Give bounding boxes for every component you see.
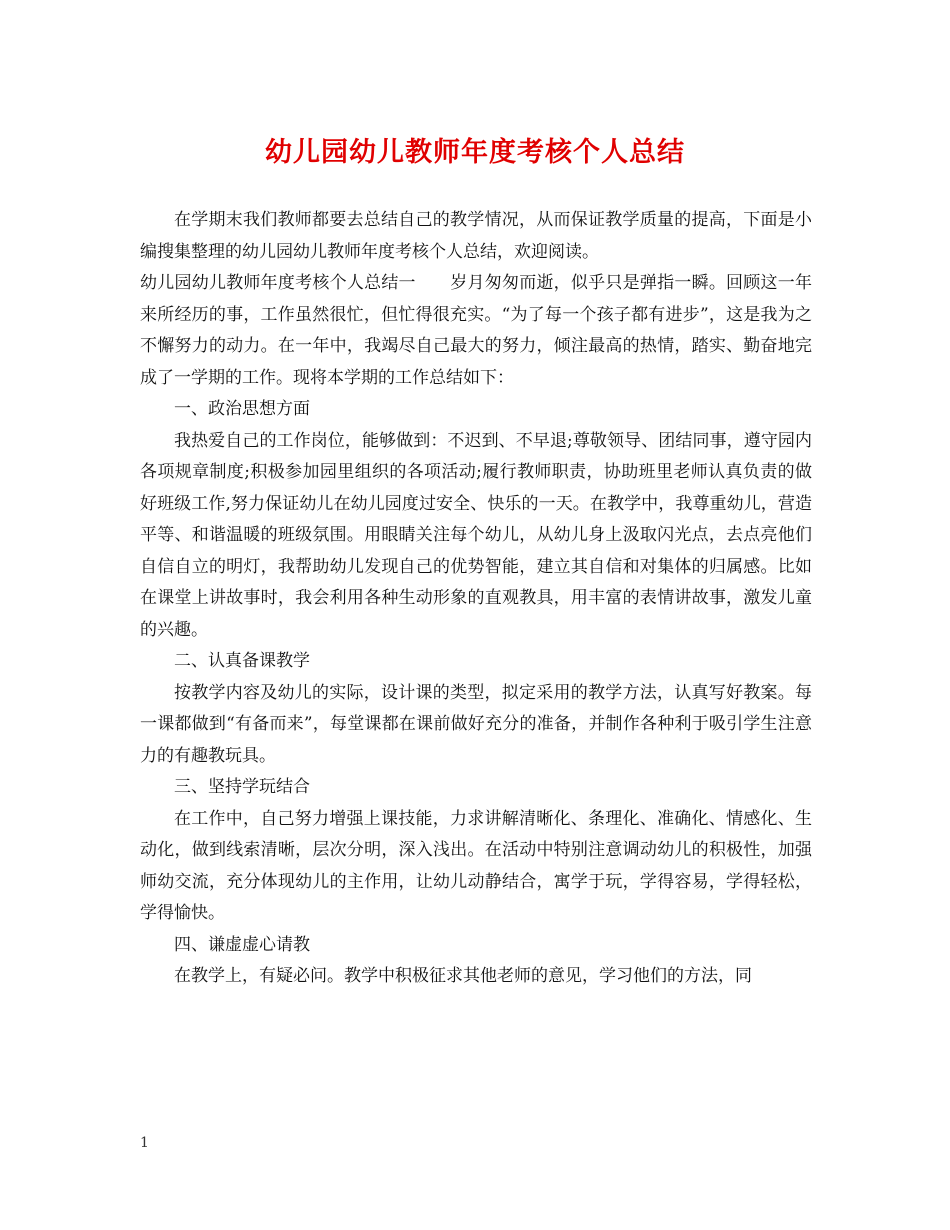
humble-paragraph: 在教学上，有疑必问。教学中积极征求其他老师的意见，学习他们的方法，同 (174, 966, 752, 986)
political-paragraph: 我热爱自己的工作岗位，能够做到：不迟到、不早退;尊敬领导、团结同事，遵守园内各项规章制度;积极参加园里组织的各项活动;履行教师职责，协助班里老师认真负责的做好班级工作,努力保证幼儿在幼儿园度过安全、快乐的一天。在教学中，我尊重幼儿，营造平等、和谐温暖的班级氛围。用眼睛关注每个幼儿，从幼儿身上汲取闪光点，去点亮他们自信自立的明灯，我帮助幼儿发现自己的优势智能，建立其自信和对集体的归属感。比如在课堂上讲故事时，我会利用各种生动形象的直观教具，用丰富的表情讲故事，激发儿童的兴趣。 (140, 430, 812, 640)
learn-play-paragraph: 在工作中，自己努力增强上课技能，力求讲解清晰化、条理化、准确化、情感化、生动化，做到线索清晰，层次分明，深入浅出。在活动中特别注意调动幼儿的积极性，加强师幼交流，充分体现幼儿的主作用，让幼儿动静结合，寓学于玩，学得容易，学得轻松，学得愉快。 (140, 808, 812, 923)
summary-one-paragraph: 幼儿园幼儿教师年度考核个人总结一 岁月匆匆而逝，似乎只是弹指一瞬。回顾这一年来所经历的事，工作虽然很忙，但忙得很充实。“为了每一个孩子都有进步”，这是我为之不懈努力的动力。在一年中，我竭尽自己最大的努力，倾注最高的热情，踏实、勤奋地完成了一学期的工作。现将本学期的工作总结如下： (140, 273, 812, 388)
page-title: 幼儿园幼儿教师年度考核个人总结 (265, 137, 685, 168)
intro-paragraph: 在学期末我们教师都要去总结自己的教学情况，从而保证教学质量的提高，下面是小编搜集整理的幼儿园幼儿教师年度考核个人总结，欢迎阅读。 (140, 210, 812, 262)
lesson-prep-paragraph: 按教学内容及幼儿的实际，设计课的类型，拟定采用的教学方法，认真写好教案。每一课都做到“有备而来”，每堂课都在课前做好充分的准备，并制作各种利于吸引学生注意力的有趣教玩具。 (140, 682, 812, 766)
section-heading-political: 一、政治思想方面 (174, 399, 310, 419)
document-body (140, 205, 812, 993)
section-heading-lesson-prep: 二、认真备课教学 (174, 651, 310, 671)
section-heading-humble: 四、谦虚虚心请教 (174, 934, 310, 955)
page-number: 1 (140, 1135, 149, 1151)
section-heading-learn-play: 三、坚持学玩结合 (174, 777, 310, 797)
